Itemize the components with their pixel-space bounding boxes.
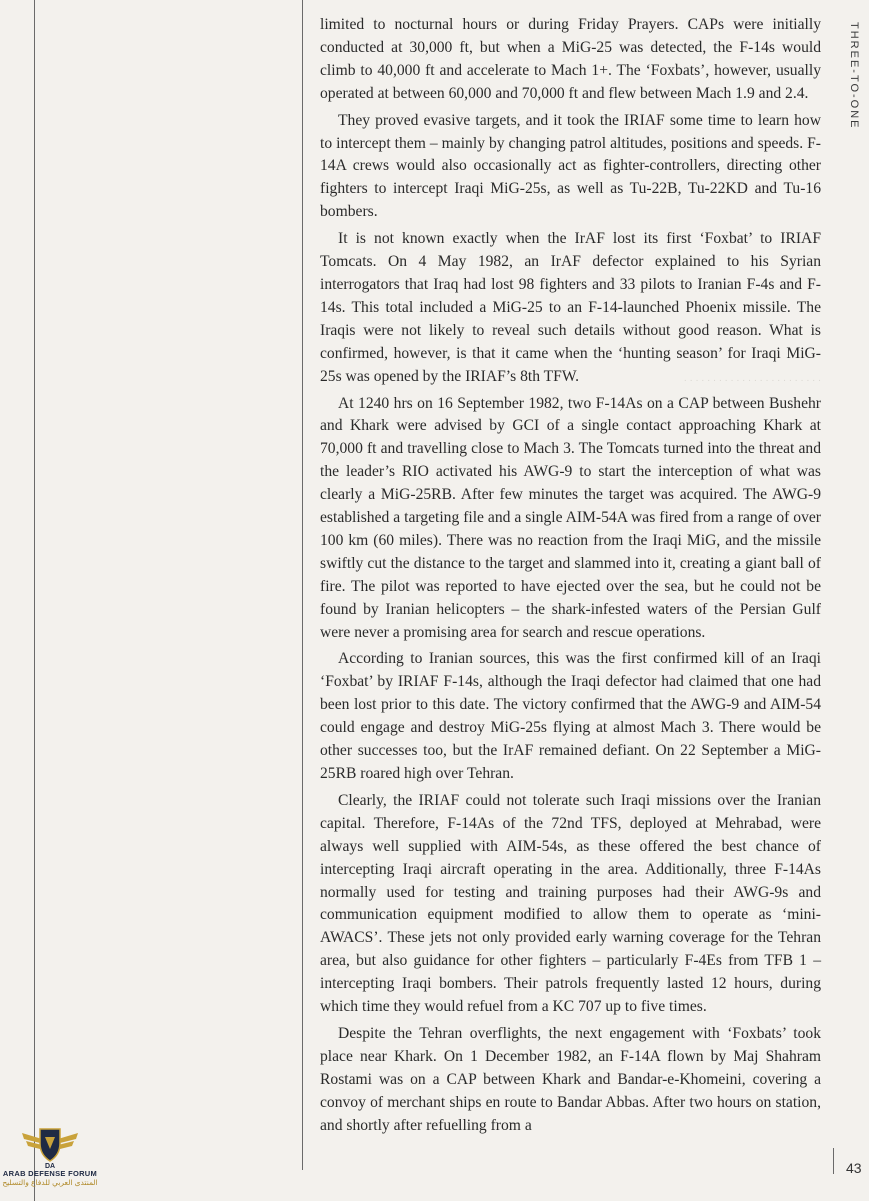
paragraph: It is not known exactly when the IrAF lost its first ‘Foxbat’ to IRIAF Tomcats. On 4 May 1982, an IrAF defector explained to his Syrian interrogators that Iraq had lost 98 fighters and 33 pilots to Iranian F-4s and F-14s. This total included a MiG-25 to an F-14-launched Phoenix missile. The Iraqis were not likely to reveal such details without good reason. What is confirmed, however, is that it came when the ‘hunting season’ for Iraqi MiG-25s was opened by the IRIAF’s 8th TFW.	[320, 230, 821, 385]
show-through-text: . . . . . . . . . . . . . . . . . . . . . . . .	[683, 372, 821, 384]
page-number-rule	[833, 1148, 834, 1174]
wings-shield-icon	[18, 1125, 82, 1169]
page-number: 43	[846, 1160, 862, 1176]
paragraph: They proved evasive targets, and it took the IRIAF some time to learn how to intercept them – mainly by changing patrol altitudes, positions and speeds. F-14A crews would also occasionally act as fighter-controllers, directing other fighters to intercept Iraqi MiG-25s, as well as Tu-22B, Tu-22KD and Tu-16 bombers.	[320, 111, 821, 221]
running-head: THREE-TO-ONE	[848, 22, 860, 130]
logo-arabic-name: المنتدى العربي للدفاع والتسليح	[2, 1178, 98, 1187]
forum-logo	[0, 1125, 100, 1201]
paragraph: At 1240 hrs on 16 September 1982, two F-14As on a CAP between Bushehr and Khark were advised by GCI of a single contact approaching Khark at 70,000 ft and travelling close to Mach 3. The Tomcats turned into the threat and the leader’s RIO activated his AWG-9 to start the interception of what was clearly a MiG-25RB. After few minutes the target was acquired. The AWG-9 established a targeting file and a single AIM-54A was fired from a range of over 100 km (60 miles). There was no reaction from the Iraqi MiG, and the missile swiftly cut the distance to the target and slammed into it, creating a giant ball of fire. The pilot was reported to have ejected over the sea, but he could not be found by Iranian helicopters – the shark-infested waters of the Persian Gulf were never a promising area for search and rescue operations.	[320, 394, 821, 641]
paragraph: Clearly, the IRIAF could not tolerate such Iraqi missions over the Iranian capital. Therefore, F-14As of the 72nd TFS, deployed at Mehrabad, were always well supplied with AIM-54s, as these offered the best chance of intercepting Iraqi aircraft operating in the area. Additionally, three F-14As normally used for testing and training purposes had their AWG-9s and communication equipment modified to allow them to operate as ‘mini-AWACS’. These jets not only provided early warning coverage for the Tehran area, but also guidance for other fighters – particularly F-4Es from TFB 1 – intercepting Iraqi bombers. Their patrols frequently lasted 12 hours, during which time they would refuel from a KC 707 up to five times.	[320, 791, 821, 1016]
left-margin-rule	[34, 0, 35, 1201]
article-body	[320, 14, 821, 1142]
paragraph: Despite the Tehran overflights, the next engagement with ‘Foxbats’ took place near Khark. On 1 December 1982, an F-14A flown by Maj Shahram Rostami was on a CAP between Khark and Bandar-e-Khomeini, covering a convoy of merchant ships en route to Bandar Abbas. After two hours on station, and shortly after refuelling from a	[320, 1024, 821, 1134]
paragraph: limited to nocturnal hours or during Friday Prayers. CAPs were initially conducted at 30,000 ft, but when a MiG-25 was detected, the F-14s would climb to 40,000 ft and accelerate to Mach 1+. The ‘Foxbats’, however, usually operated at between 60,000 and 70,000 ft and flew between Mach 1.9 and 2.4.	[320, 16, 821, 102]
logo-name: ARAB DEFENSE FORUM	[2, 1169, 98, 1178]
column-rule	[302, 0, 303, 1170]
logo-monogram: DA	[44, 1163, 56, 1169]
paragraph: According to Iranian sources, this was the first confirmed kill of an Iraqi ‘Foxbat’ by IRIAF F-14s, although the Iraqi defector had claimed that one had been lost prior to this date. The victory confirmed that the AWG-9 and AIM-54 could engage and destroy MiG-25s flying at almost Mach 3. There would be other successes too, but the IrAF remained defiant. On 22 September a MiG-25RB roared high over Tehran.	[320, 650, 821, 782]
